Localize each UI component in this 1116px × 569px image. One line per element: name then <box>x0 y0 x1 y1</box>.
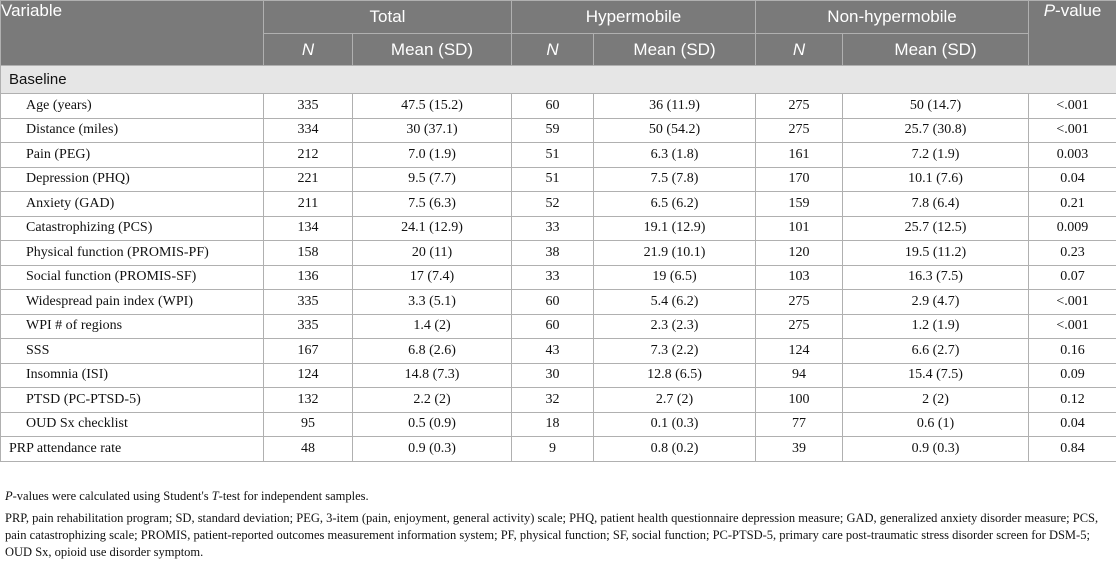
variable-cell: Insomnia (ISI) <box>1 363 264 388</box>
non-hypermobile-header: Non-hypermobile <box>756 1 1029 34</box>
variable-cell: Distance (miles) <box>1 118 264 143</box>
hypermobile-n-cell: 51 <box>512 167 594 192</box>
note-pvalue: P-values were calculated using Student's T-test for independent samples. <box>5 489 369 503</box>
hypermobile-n-cell: 51 <box>512 143 594 168</box>
hypermobile-mean-cell: 0.1 (0.3) <box>594 412 756 437</box>
non-hypermobile-n-cell: 275 <box>756 94 843 119</box>
table-row <box>1 437 1116 462</box>
total-n-cell: 134 <box>264 216 353 241</box>
non-hypermobile-n-cell: 275 <box>756 290 843 315</box>
non-hypermobile-n-header: N <box>756 34 843 66</box>
p-value-cell: 0.09 <box>1029 363 1116 388</box>
p-value-cell: <.001 <box>1029 118 1116 143</box>
table-row <box>1 314 1116 339</box>
non-hypermobile-n-cell: 161 <box>756 143 843 168</box>
total-n-cell: 335 <box>264 290 353 315</box>
variable-header: Variable <box>1 1 264 66</box>
hypermobile-mean-cell: 7.3 (2.2) <box>594 339 756 364</box>
total-n-cell: 167 <box>264 339 353 364</box>
table-row <box>1 192 1116 217</box>
total-mean-cell: 6.8 (2.6) <box>353 339 512 364</box>
variable-cell: PRP attendance rate <box>1 437 264 462</box>
variable-cell: WPI # of regions <box>1 314 264 339</box>
hypermobile-mean-cell: 21.9 (10.1) <box>594 241 756 266</box>
p-value-cell: 0.21 <box>1029 192 1116 217</box>
section-baseline: Baseline <box>1 66 1116 94</box>
non-hypermobile-mean-cell: 2.9 (4.7) <box>843 290 1029 315</box>
total-n-cell: 48 <box>264 437 353 462</box>
total-mean-cell: 30 (37.1) <box>353 118 512 143</box>
non-hypermobile-mean-cell: 7.2 (1.9) <box>843 143 1029 168</box>
p-value-cell: 0.07 <box>1029 265 1116 290</box>
variable-cell: OUD Sx checklist <box>1 412 264 437</box>
total-n-cell: 132 <box>264 388 353 413</box>
total-n-cell: 136 <box>264 265 353 290</box>
non-hypermobile-mean-cell: 6.6 (2.7) <box>843 339 1029 364</box>
hypermobile-mean-cell: 36 (11.9) <box>594 94 756 119</box>
hypermobile-n-cell: 43 <box>512 339 594 364</box>
non-hypermobile-n-cell: 170 <box>756 167 843 192</box>
variable-cell: Widespread pain index (WPI) <box>1 290 264 315</box>
table-row <box>1 388 1116 413</box>
non-hypermobile-mean-cell: 7.8 (6.4) <box>843 192 1029 217</box>
variable-cell: Social function (PROMIS-SF) <box>1 265 264 290</box>
hypermobile-mean-cell: 6.3 (1.8) <box>594 143 756 168</box>
table-row <box>1 167 1116 192</box>
table-row <box>1 118 1116 143</box>
hypermobile-mean-cell: 19.1 (12.9) <box>594 216 756 241</box>
total-n-cell: 95 <box>264 412 353 437</box>
total-mean-cell: 3.3 (5.1) <box>353 290 512 315</box>
hypermobile-n-cell: 33 <box>512 216 594 241</box>
hypermobile-n-cell: 32 <box>512 388 594 413</box>
table-row <box>1 216 1116 241</box>
non-hypermobile-n-cell: 101 <box>756 216 843 241</box>
p-value-cell: <.001 <box>1029 94 1116 119</box>
non-hypermobile-mean-cell: 0.6 (1) <box>843 412 1029 437</box>
hypermobile-mean-cell: 50 (54.2) <box>594 118 756 143</box>
hypermobile-mean-cell: 0.8 (0.2) <box>594 437 756 462</box>
non-hypermobile-mean-cell: 1.2 (1.9) <box>843 314 1029 339</box>
variable-cell: Physical function (PROMIS-PF) <box>1 241 264 266</box>
hypermobile-n-cell: 9 <box>512 437 594 462</box>
hypermobile-mean-cell: 2.3 (2.3) <box>594 314 756 339</box>
hypermobile-n-cell: 52 <box>512 192 594 217</box>
variable-cell: Age (years) <box>1 94 264 119</box>
non-hypermobile-mean-cell: 0.9 (0.3) <box>843 437 1029 462</box>
p-value-cell: 0.16 <box>1029 339 1116 364</box>
hypermobile-n-cell: 33 <box>512 265 594 290</box>
p-value-header: P-value <box>1029 1 1116 66</box>
total-mean-cell: 0.9 (0.3) <box>353 437 512 462</box>
hypermobile-mean-cell: 7.5 (7.8) <box>594 167 756 192</box>
non-hypermobile-mean-header: Mean (SD) <box>843 34 1029 66</box>
p-value-cell: <.001 <box>1029 314 1116 339</box>
hypermobile-mean-header: Mean (SD) <box>594 34 756 66</box>
total-n-cell: 158 <box>264 241 353 266</box>
p-value-cell: 0.003 <box>1029 143 1116 168</box>
p-value-cell: 0.04 <box>1029 167 1116 192</box>
total-n-cell: 221 <box>264 167 353 192</box>
table-row <box>1 363 1116 388</box>
total-mean-cell: 7.0 (1.9) <box>353 143 512 168</box>
table-row <box>1 241 1116 266</box>
total-n-cell: 124 <box>264 363 353 388</box>
non-hypermobile-mean-cell: 10.1 (7.6) <box>843 167 1029 192</box>
non-hypermobile-n-cell: 124 <box>756 339 843 364</box>
hypermobile-n-cell: 59 <box>512 118 594 143</box>
non-hypermobile-n-cell: 275 <box>756 314 843 339</box>
non-hypermobile-n-cell: 120 <box>756 241 843 266</box>
note-abbreviations: PRP, pain rehabilitation program; SD, standard deviation; PEG, 3-item (pain, enjoyment, general activity) scale; PHQ, patient health questionnaire depression measure; GAD, generalized anxiety disorder measure; PCS, pain catastrophizing scale; PROMIS, patient-reported outcomes measurement information system; PF, physical function; SF, social function; PC-PTSD-5, primary care post-traumatic stress disorder screen for DSM-5; OUD Sx, opioid use disorder symptom. <box>5 511 1099 559</box>
non-hypermobile-mean-cell: 25.7 (30.8) <box>843 118 1029 143</box>
total-mean-cell: 20 (11) <box>353 241 512 266</box>
hypermobile-mean-cell: 6.5 (6.2) <box>594 192 756 217</box>
total-mean-cell: 2.2 (2) <box>353 388 512 413</box>
hypermobile-n-cell: 60 <box>512 290 594 315</box>
total-n-header: N <box>264 34 353 66</box>
hypermobile-n-cell: 38 <box>512 241 594 266</box>
non-hypermobile-n-cell: 159 <box>756 192 843 217</box>
p-value-cell: 0.04 <box>1029 412 1116 437</box>
variable-cell: SSS <box>1 339 264 364</box>
table-row <box>1 412 1116 437</box>
p-value-cell: 0.12 <box>1029 388 1116 413</box>
variable-cell: Pain (PEG) <box>1 143 264 168</box>
p-value-cell: <.001 <box>1029 290 1116 315</box>
total-mean-cell: 9.5 (7.7) <box>353 167 512 192</box>
hypermobile-n-cell: 60 <box>512 314 594 339</box>
non-hypermobile-n-cell: 103 <box>756 265 843 290</box>
non-hypermobile-mean-cell: 16.3 (7.5) <box>843 265 1029 290</box>
table-row <box>1 143 1116 168</box>
total-mean-header: Mean (SD) <box>353 34 512 66</box>
non-hypermobile-n-cell: 100 <box>756 388 843 413</box>
total-n-cell: 335 <box>264 314 353 339</box>
hypermobile-mean-cell: 19 (6.5) <box>594 265 756 290</box>
p-value-cell: 0.23 <box>1029 241 1116 266</box>
non-hypermobile-n-cell: 275 <box>756 118 843 143</box>
total-n-cell: 334 <box>264 118 353 143</box>
p-value-cell: 0.009 <box>1029 216 1116 241</box>
non-hypermobile-mean-cell: 50 (14.7) <box>843 94 1029 119</box>
hypermobile-mean-cell: 5.4 (6.2) <box>594 290 756 315</box>
variable-cell: Anxiety (GAD) <box>1 192 264 217</box>
total-mean-cell: 0.5 (0.9) <box>353 412 512 437</box>
non-hypermobile-mean-cell: 19.5 (11.2) <box>843 241 1029 266</box>
hypermobile-mean-cell: 12.8 (6.5) <box>594 363 756 388</box>
total-mean-cell: 14.8 (7.3) <box>353 363 512 388</box>
non-hypermobile-mean-cell: 2 (2) <box>843 388 1029 413</box>
total-mean-cell: 47.5 (15.2) <box>353 94 512 119</box>
table-row <box>1 265 1116 290</box>
total-n-cell: 211 <box>264 192 353 217</box>
total-mean-cell: 17 (7.4) <box>353 265 512 290</box>
variable-cell: Depression (PHQ) <box>1 167 264 192</box>
non-hypermobile-n-cell: 77 <box>756 412 843 437</box>
table-row <box>1 339 1116 364</box>
hypermobile-n-cell: 60 <box>512 94 594 119</box>
total-n-cell: 335 <box>264 94 353 119</box>
hypermobile-n-cell: 18 <box>512 412 594 437</box>
table-notes <box>5 488 1113 566</box>
variable-cell: Catastrophizing (PCS) <box>1 216 264 241</box>
p-value-cell: 0.84 <box>1029 437 1116 462</box>
non-hypermobile-n-cell: 94 <box>756 363 843 388</box>
non-hypermobile-mean-cell: 15.4 (7.5) <box>843 363 1029 388</box>
hypermobile-header: Hypermobile <box>512 1 756 34</box>
total-mean-cell: 7.5 (6.3) <box>353 192 512 217</box>
total-header: Total <box>264 1 512 34</box>
non-hypermobile-mean-cell: 25.7 (12.5) <box>843 216 1029 241</box>
non-hypermobile-n-cell: 39 <box>756 437 843 462</box>
hypermobile-n-cell: 30 <box>512 363 594 388</box>
hypermobile-mean-cell: 2.7 (2) <box>594 388 756 413</box>
total-n-cell: 212 <box>264 143 353 168</box>
total-mean-cell: 24.1 (12.9) <box>353 216 512 241</box>
table-row <box>1 94 1116 119</box>
variable-cell: PTSD (PC-PTSD-5) <box>1 388 264 413</box>
total-mean-cell: 1.4 (2) <box>353 314 512 339</box>
table-row <box>1 290 1116 315</box>
hypermobile-n-header: N <box>512 34 594 66</box>
